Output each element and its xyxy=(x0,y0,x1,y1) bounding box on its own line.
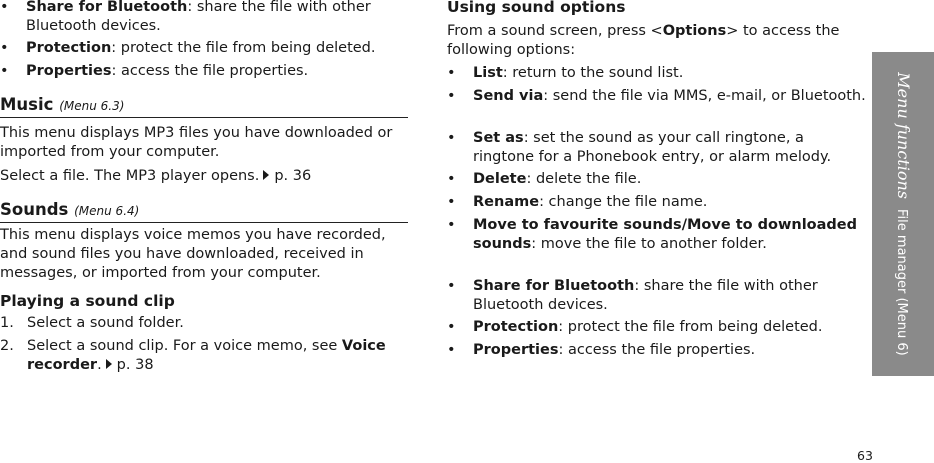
bullet-share-bluetooth: • Share for Bluetooth: share the file with other Bluetooth devices. xyxy=(0,0,408,36)
option-share-bluetooth: • Share for Bluetooth: share the file with other Bluetooth devices. xyxy=(447,277,867,315)
option-rename: • Rename: change the file name. xyxy=(447,193,867,212)
side-tab-label: Menu functionsFile manager (Menu 6) xyxy=(894,72,913,356)
bullet-protection: • Protection: protect the file from being deleted. xyxy=(0,39,408,58)
music-divider xyxy=(0,117,408,118)
sound-options-intro: From a sound screen, press <Options> to access the following options: xyxy=(447,23,840,58)
option-move: • Move to favourite sounds/Move to downloaded sounds: move the file to another folder. xyxy=(447,216,867,254)
option-protection: • Protection: protect the file from being deleted. xyxy=(447,318,867,337)
sounds-description: This menu displays voice memos you have recorded, and sound files you have downloaded, received in messages, or imported from your computer. xyxy=(0,227,386,281)
option-list: • List: return to the sound list. xyxy=(447,64,867,83)
music-heading: Music (Menu 6.3) xyxy=(0,95,125,114)
chapter-side-tab xyxy=(872,52,934,376)
option-delete: • Delete: delete the file. xyxy=(447,170,867,189)
sounds-divider xyxy=(0,222,408,223)
option-set-as: • Set as: set the sound as your call ringtone, a ringtone for a Phonebook entry, or alarm melody. xyxy=(447,129,867,167)
page-number: 63 xyxy=(857,448,873,463)
option-send-via: • Send via: send the file via MMS, e-mail, or Bluetooth. xyxy=(447,87,867,106)
music-instruction: Select a file. The MP3 player opens. p. 36 xyxy=(0,168,312,184)
page-ref-arrow-icon xyxy=(106,359,112,369)
page-ref-arrow-icon xyxy=(263,170,269,180)
step-1: 1. Select a sound folder. xyxy=(0,315,184,331)
option-properties: • Properties: access the file properties. xyxy=(447,341,867,360)
bullet-properties: • Properties: access the file properties. xyxy=(0,62,408,81)
playing-heading: Playing a sound clip xyxy=(0,292,175,310)
step-2: 2. Select a sound clip. For a voice memo, see Voice recorder. p. 38 xyxy=(0,338,386,373)
music-description: This menu displays MP3 files you have downloaded or imported from your computer. xyxy=(0,125,393,160)
sound-options-heading: Using sound options xyxy=(447,0,626,16)
sounds-heading: Sounds (Menu 6.4) xyxy=(0,200,140,219)
